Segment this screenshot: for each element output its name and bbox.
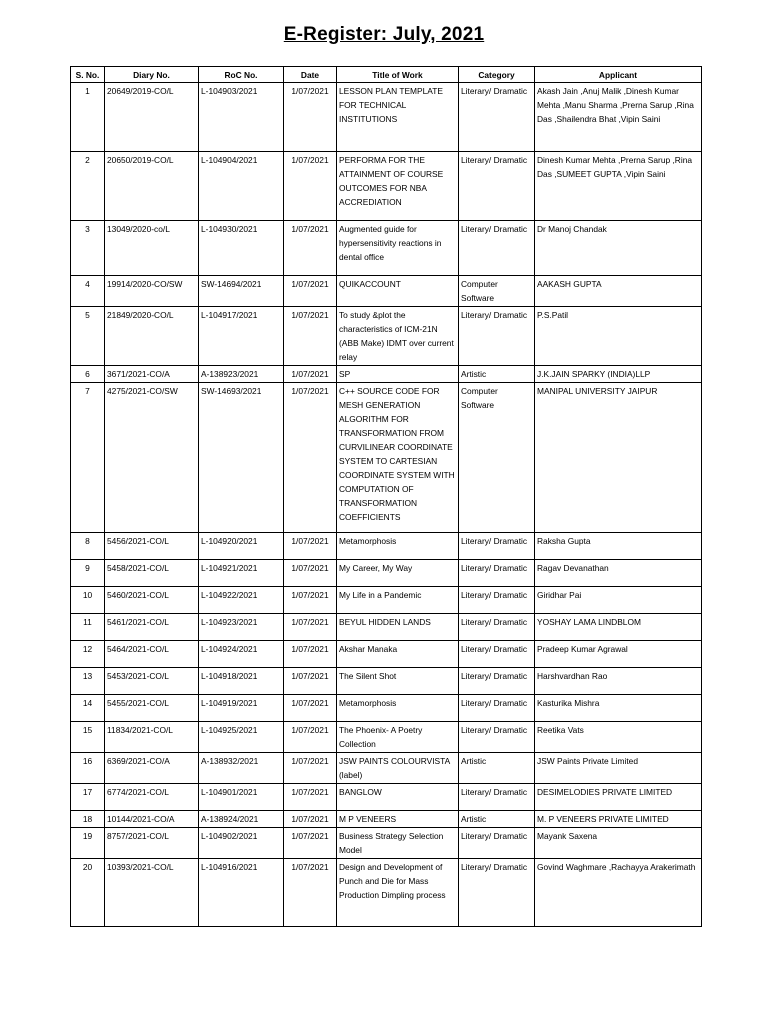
cell-sno: 3 bbox=[71, 221, 105, 276]
header-title-of-work: Title of Work bbox=[337, 67, 459, 83]
cell-roc-no: L-104923/2021 bbox=[199, 614, 284, 641]
cell-title: The Phoenix- A Poetry Collection bbox=[337, 722, 459, 753]
cell-sno: 9 bbox=[71, 560, 105, 587]
cell-roc-no: L-104919/2021 bbox=[199, 695, 284, 722]
cell-roc-no: L-104921/2021 bbox=[199, 560, 284, 587]
header-diary-no: Diary No. bbox=[105, 67, 199, 83]
table-row bbox=[71, 307, 702, 366]
cell-diary-no: 4275/2021-CO/SW bbox=[105, 383, 199, 533]
cell-sno: 12 bbox=[71, 641, 105, 668]
cell-roc-no: L-104902/2021 bbox=[199, 828, 284, 859]
cell-applicant: YOSHAY LAMA LINDBLOM bbox=[535, 614, 702, 641]
cell-sno: 14 bbox=[71, 695, 105, 722]
cell-roc-no: L-104925/2021 bbox=[199, 722, 284, 753]
table-row bbox=[71, 695, 702, 722]
cell-applicant: Harshvardhan Rao bbox=[535, 668, 702, 695]
cell-title: BEYUL HIDDEN LANDS bbox=[337, 614, 459, 641]
cell-applicant: M. P VENEERS PRIVATE LIMITED bbox=[535, 811, 702, 828]
cell-category: Literary/ Dramatic bbox=[459, 307, 535, 366]
header-roc-no: RoC No. bbox=[199, 67, 284, 83]
cell-category: Literary/ Dramatic bbox=[459, 828, 535, 859]
table-row bbox=[71, 152, 702, 221]
table-row bbox=[71, 641, 702, 668]
cell-applicant: P.S.Patil bbox=[535, 307, 702, 366]
cell-date: 1/07/2021 bbox=[284, 811, 337, 828]
cell-roc-no: A-138932/2021 bbox=[199, 753, 284, 784]
table-row bbox=[71, 811, 702, 828]
cell-date: 1/07/2021 bbox=[284, 828, 337, 859]
cell-sno: 2 bbox=[71, 152, 105, 221]
table-body bbox=[71, 83, 702, 927]
cell-roc-no: L-104922/2021 bbox=[199, 587, 284, 614]
cell-title: Augmented guide for hypersensitivity reactions in dental office bbox=[337, 221, 459, 276]
cell-applicant: J.K.JAIN SPARKY (INDIA)LLP bbox=[535, 366, 702, 383]
cell-applicant: Mayank Saxena bbox=[535, 828, 702, 859]
cell-diary-no: 13049/2020-co/L bbox=[105, 221, 199, 276]
cell-sno: 20 bbox=[71, 859, 105, 927]
table-row bbox=[71, 753, 702, 784]
cell-diary-no: 11834/2021-CO/L bbox=[105, 722, 199, 753]
cell-category: Literary/ Dramatic bbox=[459, 641, 535, 668]
table-row bbox=[71, 366, 702, 383]
header-applicant: Applicant bbox=[535, 67, 702, 83]
cell-title: JSW PAINTS COLOURVISTA (label) bbox=[337, 753, 459, 784]
cell-category: Computer Software bbox=[459, 383, 535, 533]
cell-category: Computer Software bbox=[459, 276, 535, 307]
cell-roc-no: A-138924/2021 bbox=[199, 811, 284, 828]
cell-category: Literary/ Dramatic bbox=[459, 668, 535, 695]
cell-date: 1/07/2021 bbox=[284, 533, 337, 560]
cell-diary-no: 19914/2020-CO/SW bbox=[105, 276, 199, 307]
cell-title: PERFORMA FOR THE ATTAINMENT OF COURSE OUTCOMES FOR NBA ACCREDIATION bbox=[337, 152, 459, 221]
cell-date: 1/07/2021 bbox=[284, 695, 337, 722]
cell-diary-no: 5455/2021-CO/L bbox=[105, 695, 199, 722]
cell-category: Literary/ Dramatic bbox=[459, 722, 535, 753]
cell-title: QUIKACCOUNT bbox=[337, 276, 459, 307]
table-row bbox=[71, 276, 702, 307]
cell-category: Literary/ Dramatic bbox=[459, 221, 535, 276]
cell-roc-no: L-104930/2021 bbox=[199, 221, 284, 276]
table-header-row bbox=[71, 67, 702, 83]
cell-category: Artistic bbox=[459, 811, 535, 828]
cell-title: M P VENEERS bbox=[337, 811, 459, 828]
cell-title: Metamorphosis bbox=[337, 533, 459, 560]
cell-diary-no: 8757/2021-CO/L bbox=[105, 828, 199, 859]
cell-roc-no: L-104917/2021 bbox=[199, 307, 284, 366]
table-row bbox=[71, 859, 702, 927]
cell-roc-no: A-138923/2021 bbox=[199, 366, 284, 383]
cell-diary-no: 10144/2021-CO/A bbox=[105, 811, 199, 828]
cell-date: 1/07/2021 bbox=[284, 307, 337, 366]
cell-date: 1/07/2021 bbox=[284, 784, 337, 811]
cell-date: 1/07/2021 bbox=[284, 276, 337, 307]
cell-date: 1/07/2021 bbox=[284, 859, 337, 927]
table-row bbox=[71, 828, 702, 859]
cell-roc-no: L-104901/2021 bbox=[199, 784, 284, 811]
cell-category: Literary/ Dramatic bbox=[459, 784, 535, 811]
table-row bbox=[71, 383, 702, 533]
cell-applicant: Ragav Devanathan bbox=[535, 560, 702, 587]
cell-sno: 5 bbox=[71, 307, 105, 366]
cell-date: 1/07/2021 bbox=[284, 753, 337, 784]
cell-diary-no: 20649/2019-CO/L bbox=[105, 83, 199, 152]
cell-category: Literary/ Dramatic bbox=[459, 560, 535, 587]
cell-title: SP bbox=[337, 366, 459, 383]
cell-title: My Career, My Way bbox=[337, 560, 459, 587]
cell-date: 1/07/2021 bbox=[284, 383, 337, 533]
table-row bbox=[71, 560, 702, 587]
cell-category: Literary/ Dramatic bbox=[459, 83, 535, 152]
cell-diary-no: 10393/2021-CO/L bbox=[105, 859, 199, 927]
cell-title: Metamorphosis bbox=[337, 695, 459, 722]
cell-roc-no: SW-14693/2021 bbox=[199, 383, 284, 533]
cell-sno: 1 bbox=[71, 83, 105, 152]
cell-diary-no: 6369/2021-CO/A bbox=[105, 753, 199, 784]
table-row bbox=[71, 587, 702, 614]
cell-diary-no: 21849/2020-CO/L bbox=[105, 307, 199, 366]
cell-diary-no: 5456/2021-CO/L bbox=[105, 533, 199, 560]
cell-title: Akshar Manaka bbox=[337, 641, 459, 668]
cell-roc-no: L-104924/2021 bbox=[199, 641, 284, 668]
cell-date: 1/07/2021 bbox=[284, 83, 337, 152]
cell-date: 1/07/2021 bbox=[284, 614, 337, 641]
cell-applicant: Reetika Vats bbox=[535, 722, 702, 753]
cell-category: Literary/ Dramatic bbox=[459, 614, 535, 641]
cell-sno: 7 bbox=[71, 383, 105, 533]
table-row bbox=[71, 784, 702, 811]
cell-applicant: Dinesh Kumar Mehta ,Prerna Sarup ,Rina Das ,SUMEET GUPTA ,Vipin Saini bbox=[535, 152, 702, 221]
cell-applicant: Kasturika Mishra bbox=[535, 695, 702, 722]
cell-roc-no: L-104916/2021 bbox=[199, 859, 284, 927]
cell-applicant: Akash Jain ,Anuj Malik ,Dinesh Kumar Mehta ,Manu Sharma ,Prerna Sarup ,Rina Das ,Shailendra Bhat ,Vipin Saini bbox=[535, 83, 702, 152]
cell-sno: 13 bbox=[71, 668, 105, 695]
cell-diary-no: 5464/2021-CO/L bbox=[105, 641, 199, 668]
cell-diary-no: 5460/2021-CO/L bbox=[105, 587, 199, 614]
page-title: E-Register: July, 2021 bbox=[283, 24, 485, 45]
table-row bbox=[71, 614, 702, 641]
cell-roc-no: L-104903/2021 bbox=[199, 83, 284, 152]
cell-date: 1/07/2021 bbox=[284, 152, 337, 221]
cell-sno: 6 bbox=[71, 366, 105, 383]
cell-sno: 15 bbox=[71, 722, 105, 753]
table-row bbox=[71, 83, 702, 152]
cell-sno: 11 bbox=[71, 614, 105, 641]
cell-title: LESSON PLAN TEMPLATE FOR TECHNICAL INSTITUTIONS bbox=[337, 83, 459, 152]
cell-category: Literary/ Dramatic bbox=[459, 587, 535, 614]
cell-category: Artistic bbox=[459, 753, 535, 784]
cell-category: Literary/ Dramatic bbox=[459, 695, 535, 722]
register-table bbox=[70, 66, 702, 927]
cell-date: 1/07/2021 bbox=[284, 641, 337, 668]
cell-applicant: Govind Waghmare ,Rachayya Arakerimath bbox=[535, 859, 702, 927]
cell-applicant: Raksha Gupta bbox=[535, 533, 702, 560]
cell-diary-no: 5453/2021-CO/L bbox=[105, 668, 199, 695]
cell-sno: 19 bbox=[71, 828, 105, 859]
cell-applicant: Giridhar Pai bbox=[535, 587, 702, 614]
cell-applicant: Pradeep Kumar Agrawal bbox=[535, 641, 702, 668]
cell-sno: 4 bbox=[71, 276, 105, 307]
cell-date: 1/07/2021 bbox=[284, 668, 337, 695]
cell-date: 1/07/2021 bbox=[284, 722, 337, 753]
cell-title: Business Strategy Selection Model bbox=[337, 828, 459, 859]
cell-roc-no: L-104904/2021 bbox=[199, 152, 284, 221]
cell-title: C++ SOURCE CODE FOR MESH GENERATION ALGORITHM FOR TRANSFORMATION FROM CURVILINEAR COORDINATE SYSTEM TO CARTESIAN COORDINATE SYSTEM WITH COMPUTATION OF TRANSFORMATION COEFFICIENTS bbox=[337, 383, 459, 533]
cell-date: 1/07/2021 bbox=[284, 366, 337, 383]
header-date: Date bbox=[284, 67, 337, 83]
cell-applicant: DESIMELODIES PRIVATE LIMITED bbox=[535, 784, 702, 811]
cell-diary-no: 5458/2021-CO/L bbox=[105, 560, 199, 587]
cell-category: Artistic bbox=[459, 366, 535, 383]
cell-sno: 16 bbox=[71, 753, 105, 784]
cell-title: The Silent Shot bbox=[337, 668, 459, 695]
cell-category: Literary/ Dramatic bbox=[459, 859, 535, 927]
cell-title: BANGLOW bbox=[337, 784, 459, 811]
cell-title: Design and Development of Punch and Die for Mass Production Dimpling process bbox=[337, 859, 459, 927]
cell-applicant: MANIPAL UNIVERSITY JAIPUR bbox=[535, 383, 702, 533]
cell-category: Literary/ Dramatic bbox=[459, 533, 535, 560]
cell-diary-no: 20650/2019-CO/L bbox=[105, 152, 199, 221]
cell-roc-no: SW-14694/2021 bbox=[199, 276, 284, 307]
table-row bbox=[71, 533, 702, 560]
cell-diary-no: 6774/2021-CO/L bbox=[105, 784, 199, 811]
cell-sno: 8 bbox=[71, 533, 105, 560]
cell-sno: 10 bbox=[71, 587, 105, 614]
cell-title: My Life in a Pandemic bbox=[337, 587, 459, 614]
cell-date: 1/07/2021 bbox=[284, 221, 337, 276]
cell-applicant: Dr Manoj Chandak bbox=[535, 221, 702, 276]
cell-date: 1/07/2021 bbox=[284, 560, 337, 587]
cell-diary-no: 3671/2021-CO/A bbox=[105, 366, 199, 383]
cell-title: To study &plot the characteristics of ICM-21N (ABB Make) IDMT over current relay bbox=[337, 307, 459, 366]
header-sno: S. No. bbox=[71, 67, 105, 83]
cell-category: Literary/ Dramatic bbox=[459, 152, 535, 221]
cell-roc-no: L-104920/2021 bbox=[199, 533, 284, 560]
header-category: Category bbox=[459, 67, 535, 83]
cell-sno: 17 bbox=[71, 784, 105, 811]
table-row bbox=[71, 722, 702, 753]
cell-roc-no: L-104918/2021 bbox=[199, 668, 284, 695]
cell-applicant: JSW Paints Private Limited bbox=[535, 753, 702, 784]
cell-diary-no: 5461/2021-CO/L bbox=[105, 614, 199, 641]
cell-applicant: AAKASH GUPTA bbox=[535, 276, 702, 307]
table-row bbox=[71, 668, 702, 695]
cell-sno: 18 bbox=[71, 811, 105, 828]
table-row bbox=[71, 221, 702, 276]
cell-date: 1/07/2021 bbox=[284, 587, 337, 614]
